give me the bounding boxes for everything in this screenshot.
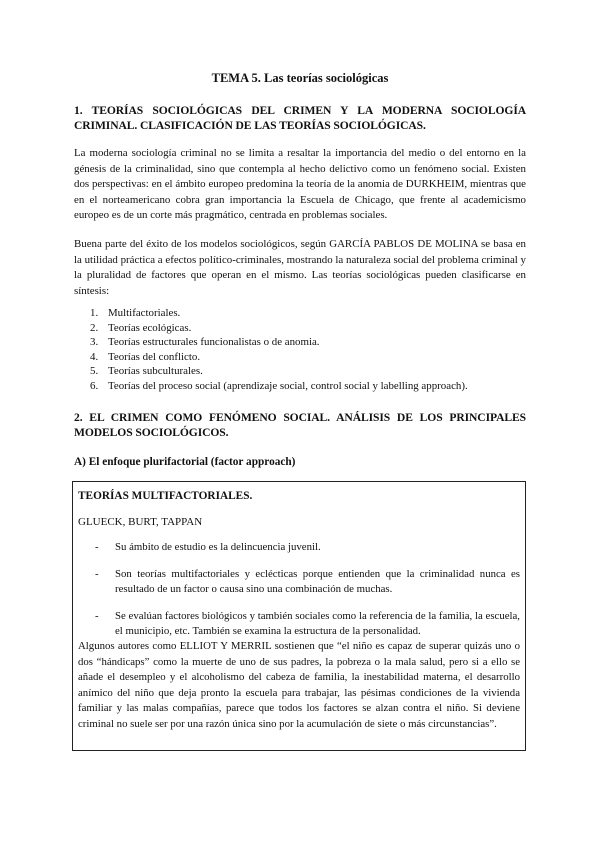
- box-bullet-list: [73, 540, 525, 651]
- section-1-heading: 1. TEORÍAS SOCIOLÓGICAS DEL CRIMEN Y LA MODERNA SOCIOLOGÍA CRIMINAL. CLASIFICACIÓN DE LAS TEORÍAS SOCIOLÓGICAS.: [74, 104, 526, 132]
- list-item: 4. Teorías del conflicto.: [90, 350, 201, 363]
- bullet-item: - Se evalúan factores biológicos y también sociales como la referencia de la familia, la escuela, el municipio, etc. También se examina la estructura de la personalidad.: [95, 609, 520, 637]
- list-item: 5. Teorías subculturales.: [90, 365, 203, 378]
- list-item: 2. Teorías ecológicas.: [90, 321, 192, 334]
- box-paragraph: Algunos autores como ELLIOT Y MERRIL sostienen que “el niño es capaz de superar quizás uno o dos “hándicaps” como la muerte de uno de sus padres, la pobreza o la mala salud, pero si a ello se añade el desempleo y el alcoholismo del cabeza de familia, la inestabilidad materna, el desarrollo anímico del niño que deja pronto la escuela para trabajar, las pésimas condiciones de la vivienda familiar y las malas compañías, parece que todos los factores se alzan contra el niño. Si deviene criminal no suele ser por una razón única sino por la acumulación de siete o más circunstancias”.: [78, 640, 520, 730]
- page-title: TEMA 5. Las teorías sociológicas: [211, 71, 389, 85]
- list-item: 1. Multifactoriales.: [90, 307, 181, 319]
- section-1-paragraph-1: La moderna sociología criminal no se limita a resaltar la importancia del medio o del entorno en la génesis de la criminalidad, sino que contempla al hecho delictivo como un fenómeno social. Existen dos perspectivas: en el ámbito europeo predomina la teoría de la anomia de DURKHEIM, mientras que en el norteamericano cobra gran importancia la Escuela de Chicago, que frente al academicismo europeo es de un corte más pragmático, centrada en problemas sociales.: [74, 147, 526, 221]
- section-2-heading: 2. EL CRIMEN COMO FENÓMENO SOCIAL. ANÁLISIS DE LOS PRINCIPALES MODELOS SOCIOLÓGICOS.: [74, 411, 526, 439]
- box-title: TEORÍAS MULTIFACTORIALES.: [78, 490, 253, 502]
- bullet-item: - Son teorías multifactoriales y eclécticas porque entienden que la criminalidad nunca es resultado de un factor o causa sino una combinación de muchas.: [95, 567, 520, 595]
- section-2-subheading: A) El enfoque plurifactorial (factor approach): [74, 456, 296, 468]
- bullet-item: - Su ámbito de estudio es la delincuencia juvenil.: [95, 541, 321, 553]
- box-authors: GLUECK, BURT, TAPPAN: [78, 516, 203, 528]
- list-item: 6. Teorías del proceso social (aprendizaje social, control social y labelling approach).: [90, 379, 468, 392]
- list-item: 3. Teorías estructurales funcionalistas o de anomia.: [90, 336, 320, 349]
- section-1-paragraph-2: Buena parte del éxito de los modelos sociológicos, según GARCÍA PABLOS DE MOLINA se basa en la utilidad práctica a efectos político-criminales, mostrando la naturaleza social del problema criminal y la pluralidad de factores que operan en el mismo. Las teorías sociológicas pueden clasificarse en síntesis:: [74, 238, 526, 297]
- multifactorial-theories-box: [72, 481, 526, 751]
- theories-list: [74, 306, 526, 394]
